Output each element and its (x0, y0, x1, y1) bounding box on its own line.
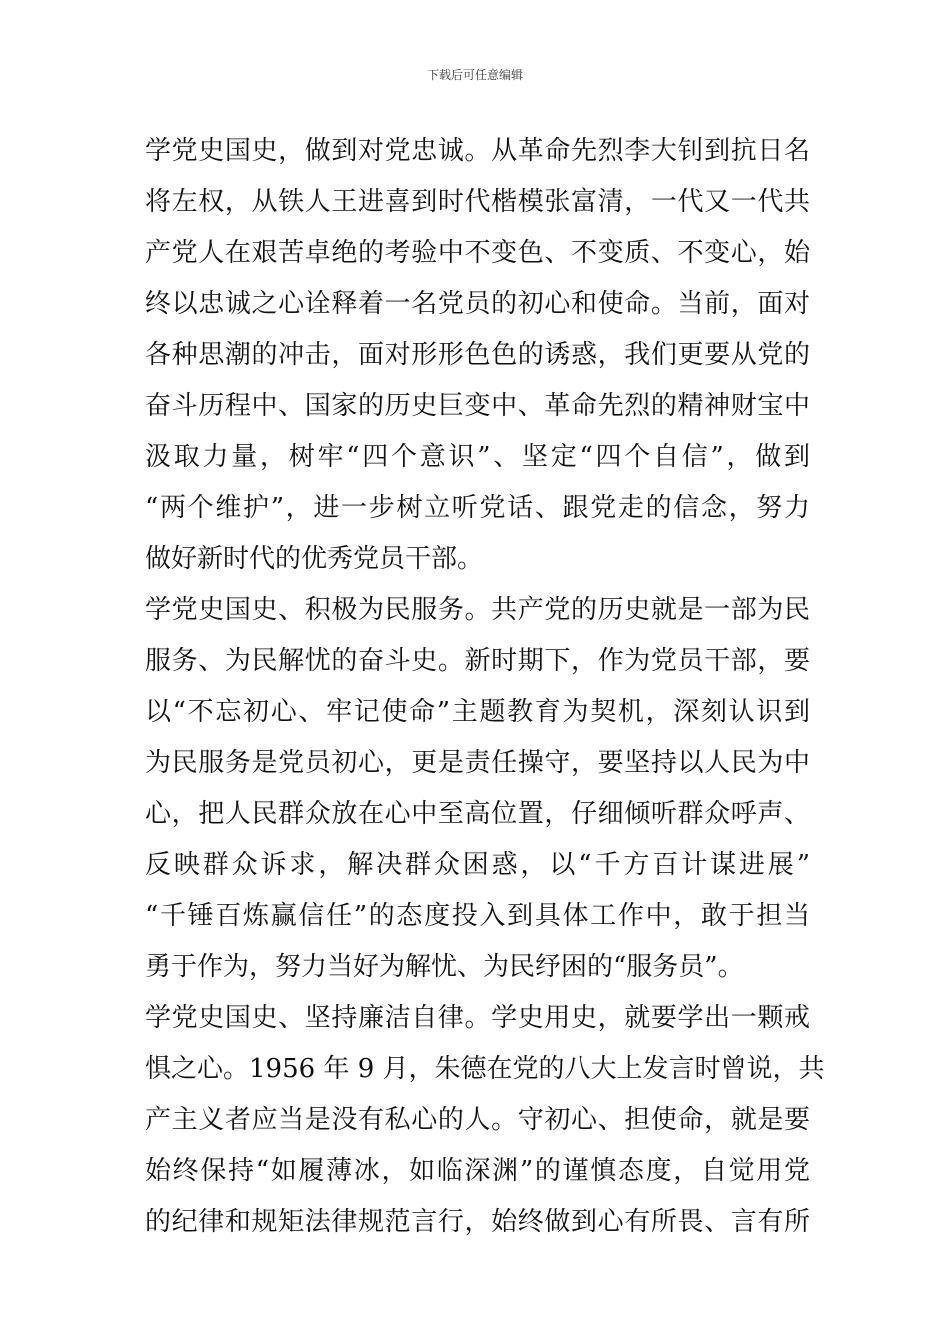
text-line: 为民服务是党员初心，更是责任操守，要坚持以人民为中 (145, 748, 810, 778)
text-line: 学党史国史、积极为民服务。共产党的历史就是一部为民 (145, 595, 810, 625)
text-line: 终以忠诚之心诠释着一名党员的初心和使命。当前，面对 (145, 289, 810, 319)
text-line: “千锤百炼赢信任”的态度投入到具体工作中，敢于担当 (145, 901, 810, 931)
text-line: 心，把人民群众放在心中至高位置，仔细倾听群众呼声、 (145, 799, 810, 829)
paragraph-integrity (145, 993, 825, 1248)
text-line: 始终保持“如履薄冰，如临深渊”的谨慎态度，自觉用党 (145, 1156, 810, 1186)
document-body (145, 126, 825, 1248)
text-line: 服务、为民解忧的奋斗史。新时期下，作为党员干部，要 (145, 646, 810, 676)
paragraph-loyalty (145, 126, 810, 585)
text-line: 奋斗历程中、国家的历史巨变中、革命先烈的精神财宝中 (145, 391, 810, 421)
text-line: 产党人在艰苦卓绝的考验中不变色、不变质、不变心，始 (145, 238, 810, 268)
page-header: 下载后可任意编辑 (426, 68, 523, 82)
text-line: 各种思潮的冲击，面对形形色色的诱惑，我们更要从党的 (145, 340, 810, 370)
text-line: 的纪律和规矩法律规范言行，始终做到心有所畏、言有所 (145, 1207, 810, 1237)
text-line: 做好新时代的优秀党员干部。 (145, 544, 484, 574)
text-line: 惧之心。1956 年 9 月，朱德在党的八大上发言时曾说，共 (145, 1054, 825, 1084)
text-line: 反映群众诉求，解决群众困惑，以“千方百计谋进展” (145, 850, 810, 880)
text-line: 勇于作为，努力当好为解忧、为民纾困的“服务员”。 (145, 952, 744, 982)
text-line: 学党史国史、坚持廉洁自律。学史用史，就要学出一颗戒 (145, 1003, 810, 1033)
text-line: 产主义者应当是没有私心的人。守初心、担使命，就是要 (145, 1105, 810, 1135)
text-line: 学党史国史，做到对党忠诚。从革命先烈李大钊到抗日名 (145, 136, 810, 166)
text-line: 以“不忘初心、牢记使命”主题教育为契机，深刻认识到 (145, 697, 810, 727)
text-line: 汲取力量，树牢“四个意识”、坚定“四个自信”，做到 (145, 442, 810, 472)
text-line: “两个维护”，进一步树立听党话、跟党走的信念，努力 (145, 493, 810, 523)
paragraph-serve-people (145, 585, 810, 993)
text-line: 将左权，从铁人王进喜到时代楷模张富清，一代又一代共 (145, 187, 810, 217)
